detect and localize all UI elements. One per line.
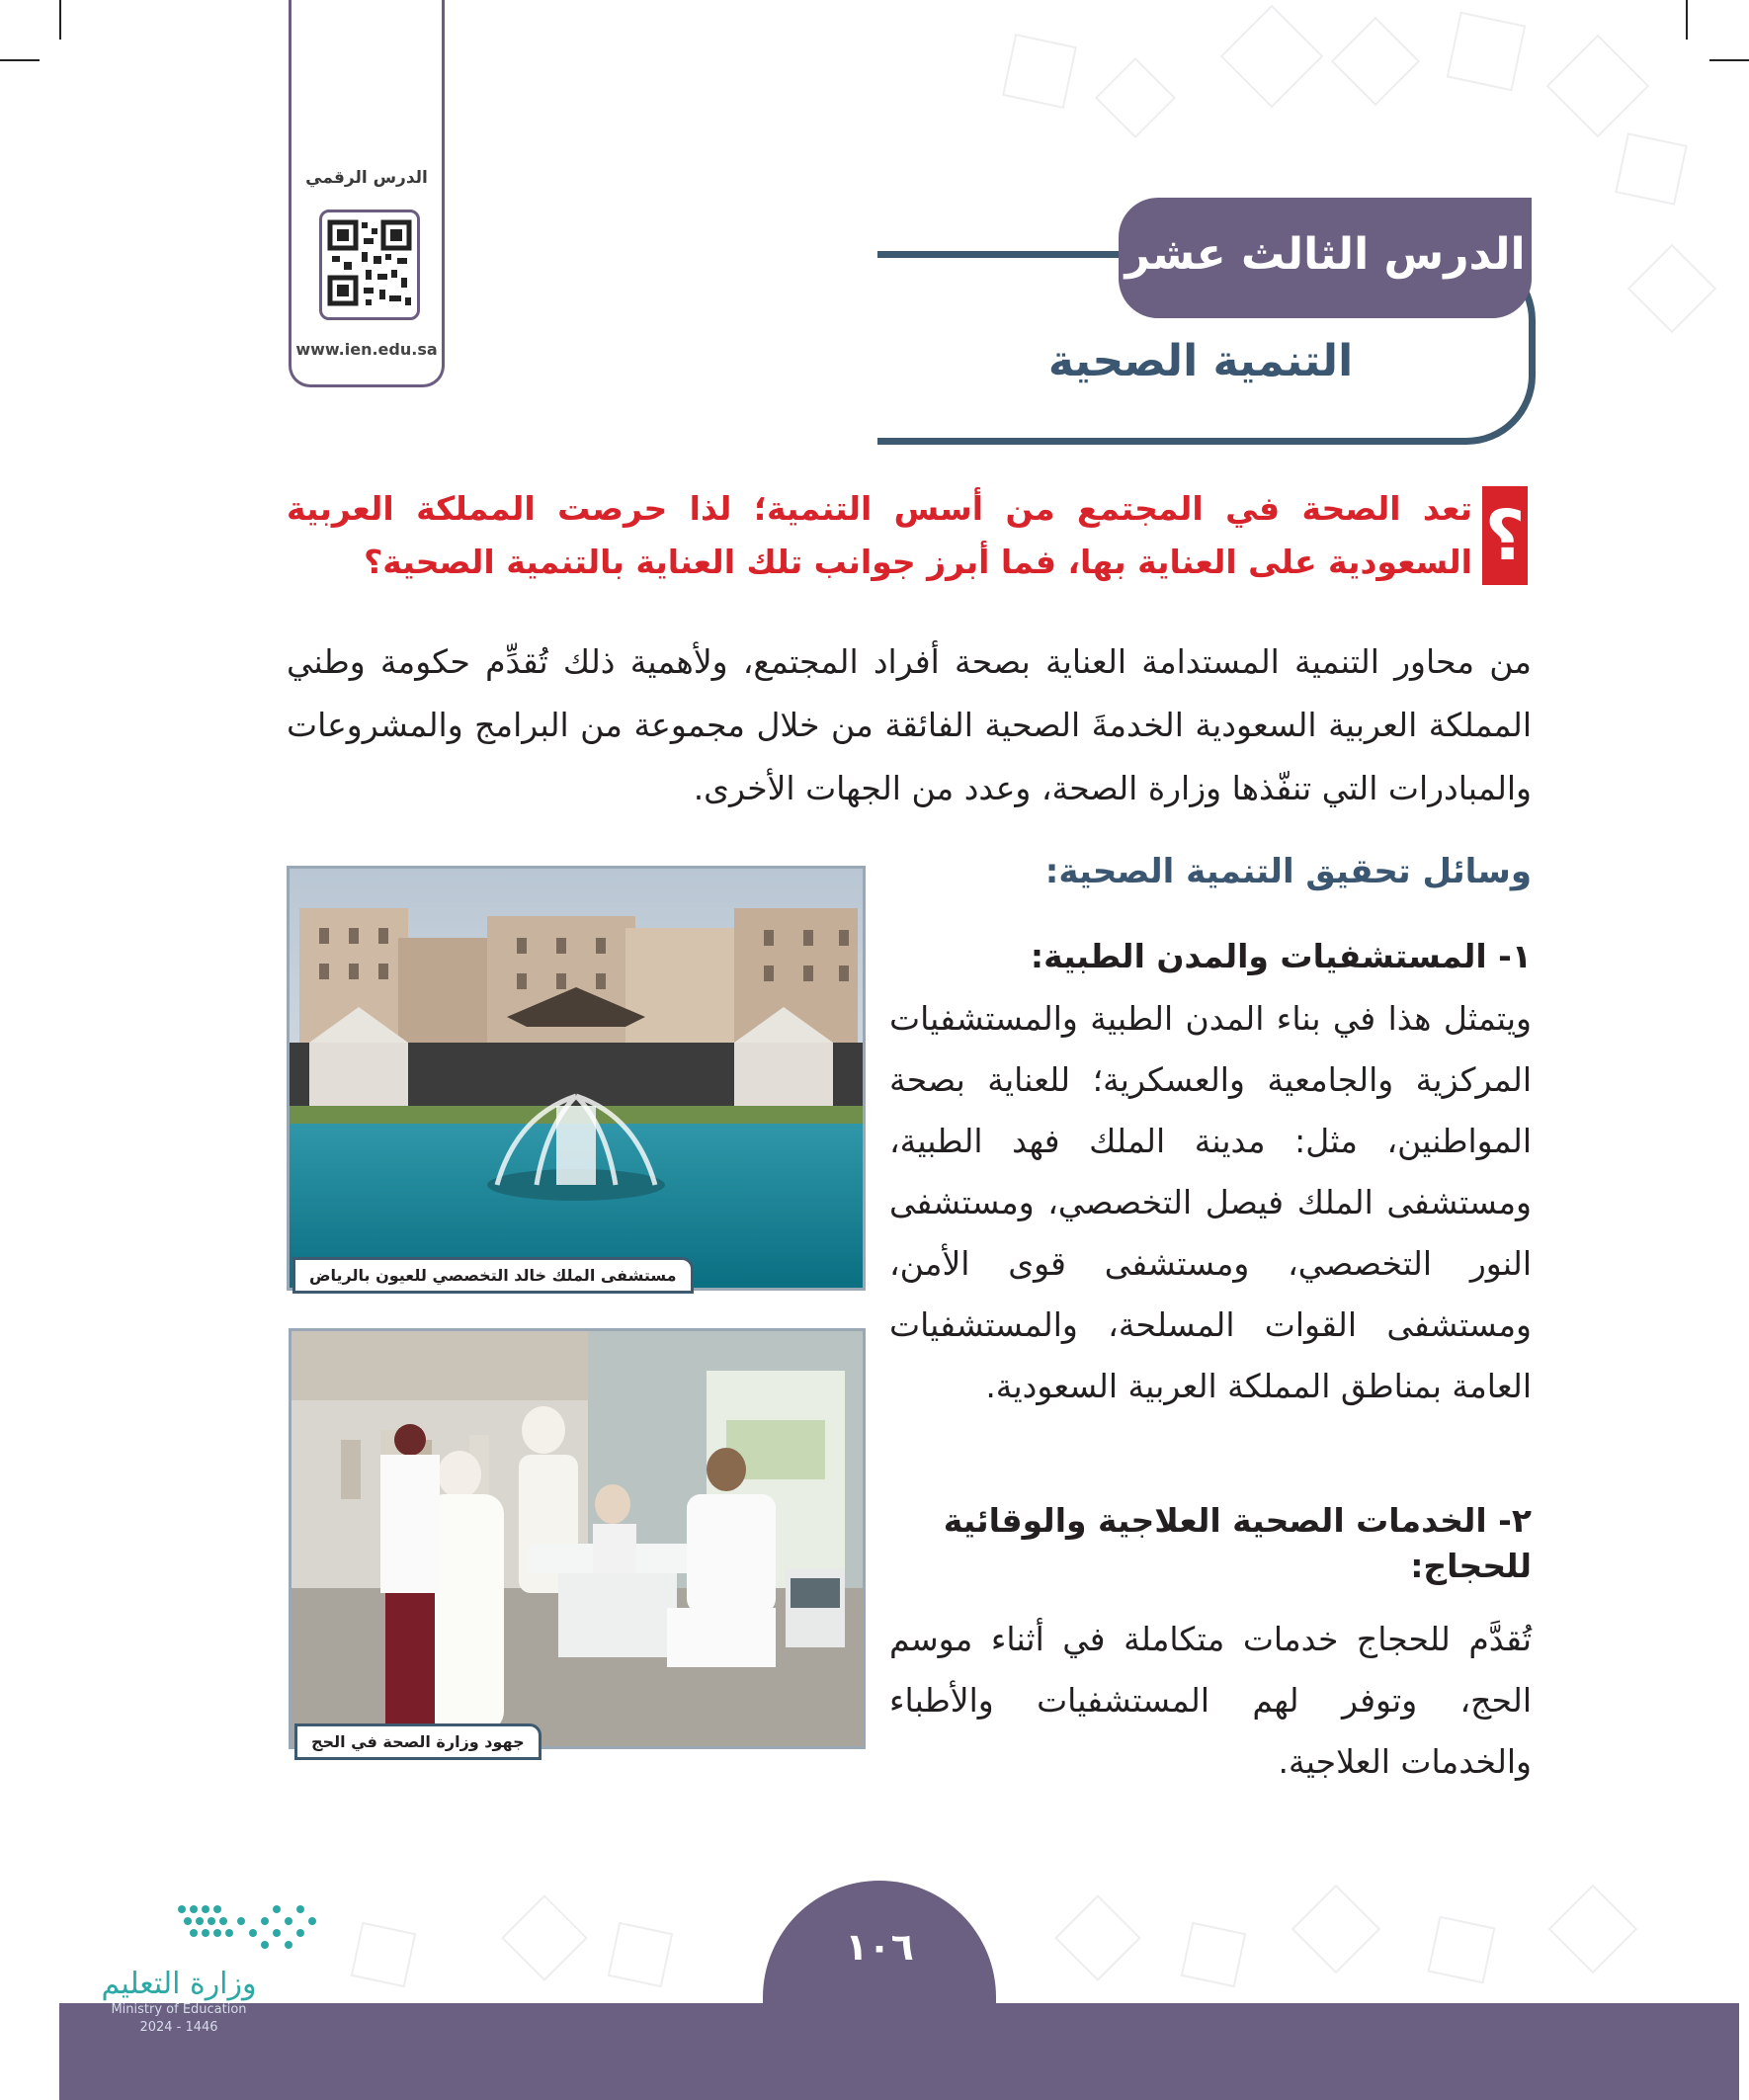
lesson-number: الدرس الثالث عشر: [1124, 229, 1526, 280]
photo-caption: جهود وزارة الصحة في الحج: [294, 1723, 541, 1760]
qr-code-icon[interactable]: [319, 210, 420, 320]
ministry-name: وزارة التعليم: [101, 1967, 257, 2001]
subsection-heading: ١- المستشفيات والمدن الطبية:: [1030, 937, 1532, 975]
lesson-title: التنمية الصحية: [1047, 336, 1354, 386]
hajj-clinic-photo: [289, 1328, 866, 1749]
ministry-logo: [168, 1897, 326, 1967]
ministry-name-en: Ministry of Education: [111, 2002, 247, 2017]
photo-caption: مستشفى الملك خالد التخصصي للعيون بالرياض: [292, 1257, 694, 1294]
subsection-text: تُقدَّم للحجاج خدمات متكاملة في أثناء موسم الحج، وتوفر لهم المستشفيات والأطباء والخدمات العلاجية.: [889, 1620, 1532, 1781]
question-mark-icon: ؟: [1482, 486, 1528, 585]
section-heading: وسائل تحقيق التنمية الصحية:: [1044, 852, 1532, 891]
intro-paragraph: من محاور التنمية المستدامة العناية بصحة أفراد المجتمع، ولأهمية ذلك تُقدِّم حكومة وطني المملكة العربية السعودية الخدمةَ الصحية الفائقة من خلال مجموعة من البرامج والمشروعات والمبادرات التي تنفّذها وزارة الصحة، وعدد من الجهات الأخرى.: [287, 642, 1532, 807]
edition-year: 2024 - 1446: [139, 2020, 218, 2035]
subsection-heading: ٢- الخدمات الصحية العلاجية والوقائية للحجاج:: [943, 1501, 1532, 1585]
digital-lesson-tab[interactable]: [289, 0, 445, 387]
question-text: تعد الصحة في المجتمع من أسس التنمية؛ لذا حرصت المملكة العربية السعودية على العناية بها، فما أبرز جوانب تلك العناية بالتنمية الصحية؟: [287, 489, 1472, 581]
page-number: ١٠٦: [845, 1925, 914, 1969]
digital-lesson-label: الدرس الرقمي: [305, 168, 428, 188]
hospital-photo: [287, 866, 866, 1291]
subsection-text: ويتمثل هذا في بناء المدن الطبية والمستشفيات المركزية والجامعية والعسكرية؛ للعناية بصحة المواطنين، مثل: مدينة الملك فهد الطبية، ومستشفى الملك فيصل التخصصي، ومستشفى النور التخصصي، ومستشفى قوى الأمن، ومستشفى القوات المسلحة، والمستشفيات العامة بمناطق المملكة العربية السعودية.: [889, 999, 1532, 1405]
digital-lesson-url[interactable]: www.ien.edu.sa: [295, 340, 438, 359]
